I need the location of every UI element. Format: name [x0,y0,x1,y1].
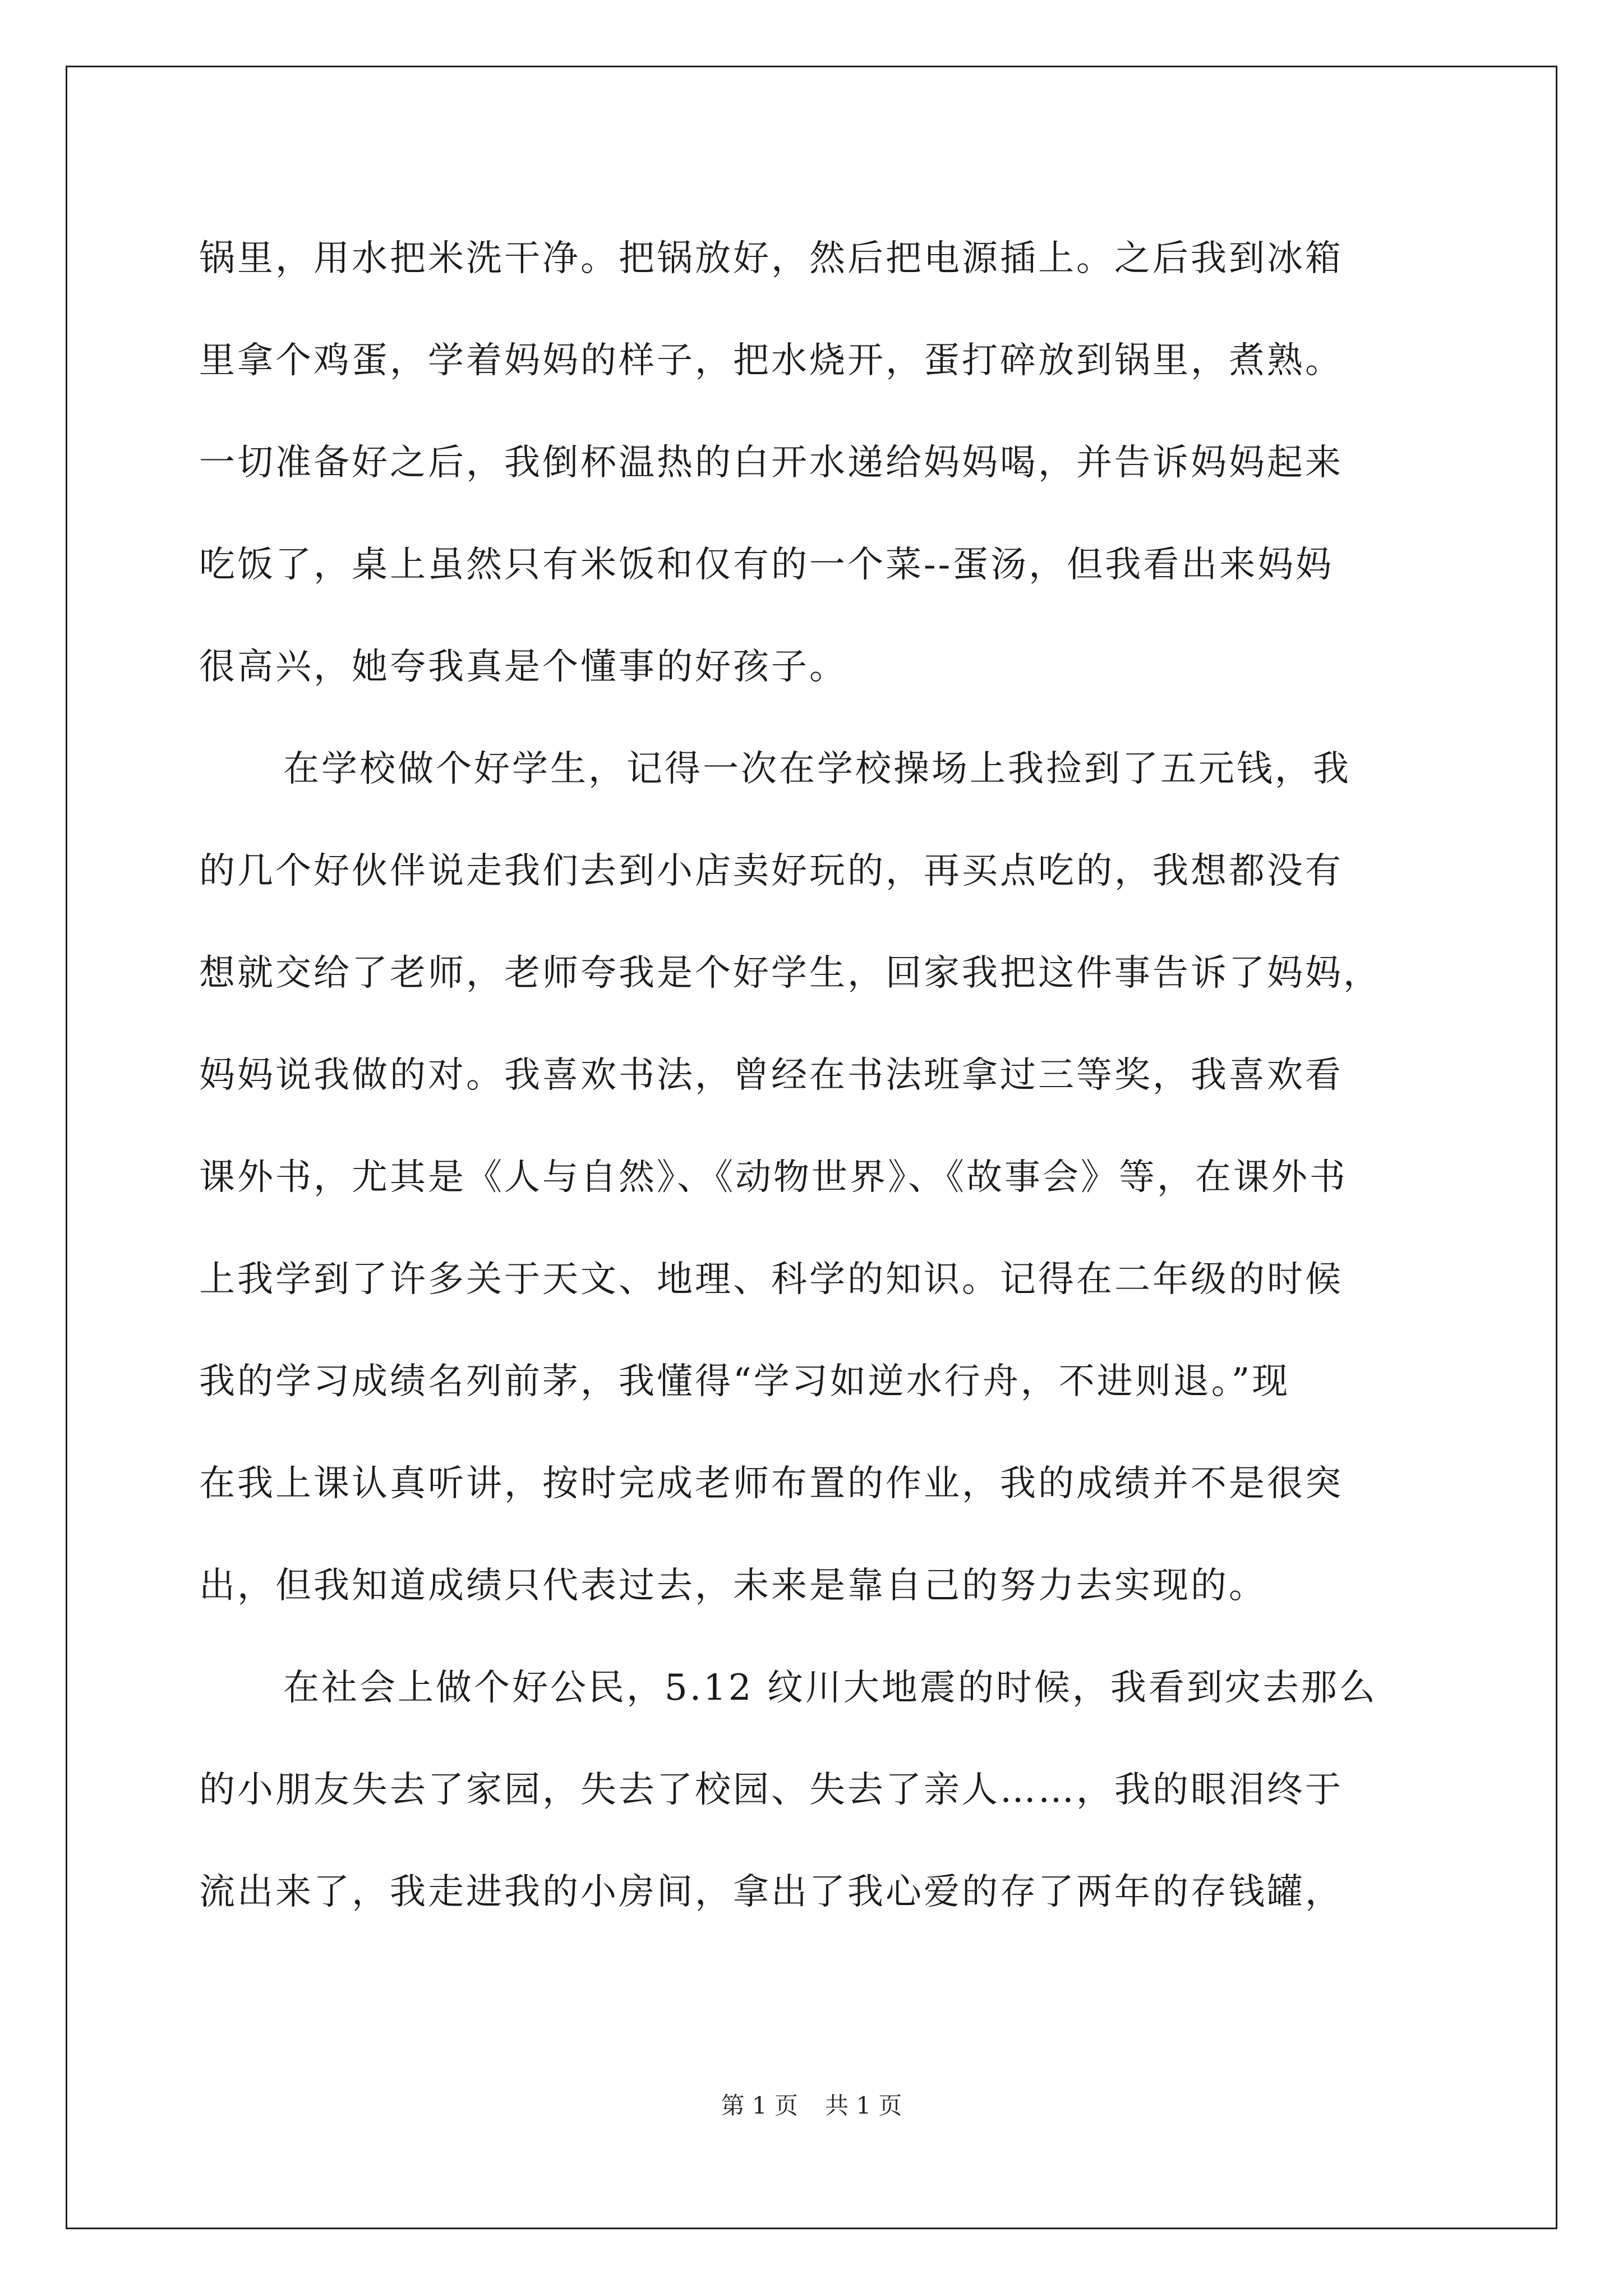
text-line-8: 想就交给了老师，老师夸我是个好学生，回家我把这件事告诉了妈妈， [199,953,1381,994]
text-line-12: 我的学习成绩名列前茅，我懂得“学习如逆水行舟，不进则退。”现 [199,1361,1290,1402]
text-line-3: 一切准备好之后，我倒杯温热的白开水递给妈妈喝，并告诉妈妈起来 [199,442,1343,484]
text-line-17: 流出来了，我走进我的小房间，拿出了我心爱的存了两年的存钱罐， [199,1871,1343,1913]
text-line-10: 课外书，尤其是《人与自然》、《动物世界》、《故事会》等，在课外书 [199,1157,1348,1198]
text-line-4: 吃饭了，桌上虽然只有米饭和仅有的一个菜--蛋汤，但我看出来妈妈 [199,544,1334,586]
text-line-14: 出，但我知道成绩只代表过去，未来是靠自己的努力去实现的。 [199,1565,1267,1607]
text-line-16: 的小朋友失去了家园，失去了校园、失去了亲人……，我的眼泪终于 [199,1769,1343,1811]
text-line-13: 在我上课认真听讲，按时完成老师布置的作业，我的成绩并不是很突 [199,1463,1343,1504]
document-body [199,208,1422,1943]
text-line-11: 上我学到了许多关于天文、地理、科学的知识。记得在二年级的时候 [199,1259,1343,1300]
text-line-6: 在学校做个好学生，记得一次在学校操场上我捡到了五元钱，我 [283,748,1351,790]
page-total: 共 1 页 [825,2092,902,2119]
text-line-1: 锅里，用水把米洗干净。把锅放好，然后把电源插上。之后我到冰箱 [199,238,1343,279]
text-line-9: 妈妈说我做的对。我喜欢书法，曾经在书法班拿过三等奖，我喜欢看 [199,1055,1343,1096]
text-line-5: 很高兴，她夸我真是个懂事的好孩子。 [199,646,847,688]
page-footer [0,2089,1623,2123]
page-number: 第 1 页 [721,2092,798,2119]
text-line-7: 的几个好伙伴说走我们去到小店卖好玩的，再买点吃的，我想都没有 [199,850,1343,892]
text-line-2: 里拿个鸡蛋，学着妈妈的样子，把水烧开，蛋打碎放到锅里，煮熟。 [199,340,1343,381]
text-line-15: 在社会上做个好公民，5.12 纹川大地震的时候，我看到灾去那么 [283,1667,1377,1709]
